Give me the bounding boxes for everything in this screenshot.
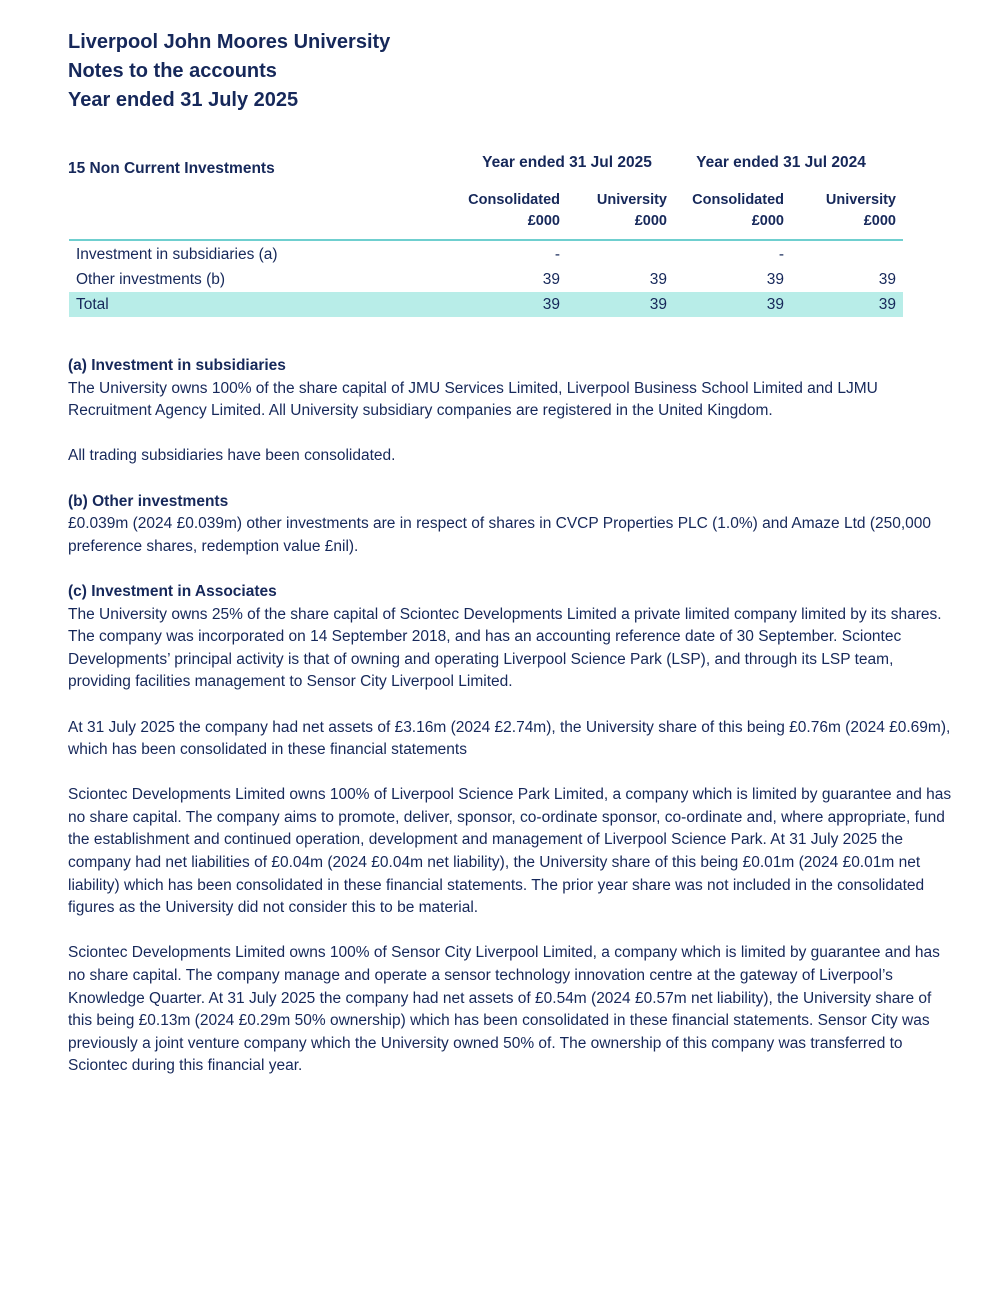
university-name: Liverpool John Moores University <box>68 31 391 53</box>
row-label: Other investments (b) <box>76 271 226 288</box>
cell: 39 <box>766 271 784 288</box>
cell: - <box>554 246 560 263</box>
note-a-heading: (a) Investment in subsidiaries <box>68 357 286 374</box>
period-heading-2025: Year ended 31 Jul 2025 <box>482 154 652 171</box>
table-title: 15 Non Current Investments <box>68 160 275 177</box>
cell: 39 <box>649 271 667 288</box>
row-label: Total <box>76 296 109 313</box>
table-row <box>69 267 903 292</box>
note-a-paragraph: All trading subsidiaries have been consolidated. <box>68 447 396 465</box>
note-b-heading: (b) Other investments <box>68 492 229 510</box>
note-c-paragraph: At 31 July 2025 the company had net assets of £3.16m (2024 £2.74m), the University share of this being £0.76m (2024 £0.69m), which has been consolidated in these financial statements <box>68 718 951 759</box>
column-header: University £000 <box>596 192 667 229</box>
note-c-paragraph: Sciontec Developments Limited owns 100% of Sensor City Liverpool Limited, a company which is limited by guarantee and has no share capital. The company manage and operate a sensor technology innovation centre at the gateway of Liverpool’s Knowledge Quarter. At 31 July 2025 the company had net assets of £0.54m (2024 £0.57m net liability), the University share of this being £0.13m (2024 £0.29m 50% ownership) which has been consolidated in these financial statements. Sensor City was previously a joint venture company which the University owned 50% of. The ownership of this company was transferred to Sciontec during this financial year. <box>68 944 940 1075</box>
notes-section <box>68 355 958 1101</box>
cell: 39 <box>649 296 667 313</box>
column-header: University £000 <box>825 192 896 229</box>
document-header <box>68 28 390 115</box>
cell: 39 <box>878 296 896 313</box>
row-label: Investment in subsidiaries (a) <box>76 246 278 263</box>
table-row <box>69 242 903 267</box>
document-title: Notes to the accounts <box>68 60 277 82</box>
column-header: Consolidated £000 <box>468 192 560 229</box>
period-heading-2024: Year ended 31 Jul 2024 <box>696 154 866 171</box>
cell: 39 <box>766 296 784 313</box>
table-header-divider <box>69 239 903 241</box>
cell: 39 <box>542 296 560 313</box>
note-b-paragraph: £0.039m (2024 £0.039m) other investments are in respect of shares in CVCP Properties PLC (1.0%) and Amaze Ltd (250,000 preference shares, redemption value £nil). <box>68 515 932 555</box>
cell: 39 <box>878 271 896 288</box>
cell: - <box>778 246 784 263</box>
column-header: Consolidated £000 <box>692 192 784 229</box>
reporting-period: Year ended 31 July 2025 <box>68 89 299 111</box>
note-c-heading: (c) Investment in Associates <box>68 582 277 600</box>
note-a-paragraph: The University owns 100% of the share capital of JMU Services Limited, Liverpool Business School Limited and LJMU Recruitment Agency Limited. All University subsidiary companies are registered in the United Kingdom. <box>68 379 878 420</box>
cell: 39 <box>542 271 560 288</box>
table-total-row <box>69 292 903 317</box>
note-c-paragraph: Sciontec Developments Limited owns 100% of Liverpool Science Park Limited, a company which is limited by guarantee and has no share capital. The company aims to promote, deliver, sponsor, co-ordinate sponsor, co-ordinate and, where appropriate, fund the establishment and continued operation, development and management of Liverpool Science Park. At 31 July 2025 the company had net liabilities of £0.04m (2024 £0.04m net liability), the University share of this being £0.01m (2024 £0.01m net liability) which has been consolidated in these financial statements. The prior year share was not included in the consolidated figures as the University did not consider this to be material. <box>68 786 952 917</box>
note-c-paragraph: The University owns 25% of the share capital of Sciontec Developments Limited a private limited company limited by its shares. The company was incorporated on 14 September 2018, and has an accounting reference date of 30 September. Sciontec Developments’ principal activity is that of owning and operating Liverpool Science Park (LSP), and through its LSP team, providing facilities management to Sensor City Liverpool Limited. <box>68 605 942 691</box>
